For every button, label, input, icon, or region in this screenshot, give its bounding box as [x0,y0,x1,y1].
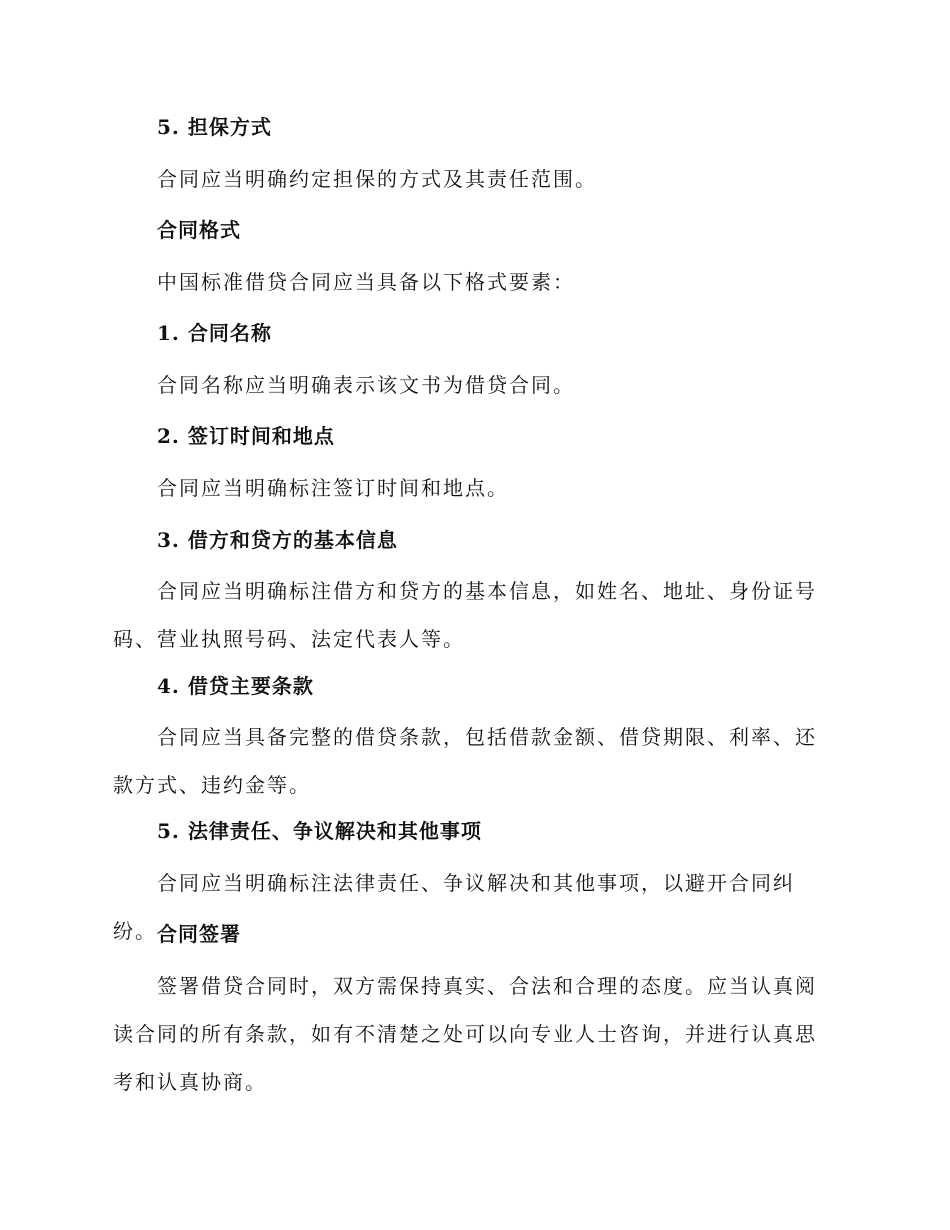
section-heading-contract-name: 1. 合同名称 [157,321,272,345]
paragraph-contract-signing: 签署借贷合同时，双方需保持真实、合法和合理的态度。应当认真阅读合同的所有条款，如有不清楚之处可以向专业人士咨询，并进行认真思考和认真协商。 [113,974,817,1094]
section-heading-contract-format: 合同格式 [157,218,241,242]
section-heading-party-info: 3. 借方和贷方的基本信息 [157,528,398,552]
paragraph-signing-time-place: 合同应当明确标注签订时间和地点。 [157,476,509,500]
paragraph-main-terms: 合同应当具备完整的借贷条款，包括借款金额、借贷期限、利率、还款方式、违约金等。 [113,725,817,797]
section-heading-main-terms: 4. 借贷主要条款 [157,674,314,698]
paragraph-guarantee-method: 合同应当明确约定担保的方式及其责任范围。 [157,167,597,191]
section-heading-legal-liability: 5. 法律责任、争议解决和其他事项 [157,819,482,843]
section-heading-guarantee-method: 5. 担保方式 [157,115,272,139]
paragraph-contract-format: 中国标准借贷合同应当具备以下格式要素： [157,270,575,294]
paragraph-legal-liability: 合同应当明确标注法律责任、争议解决和其他事项，以避开合同纠纷。 [113,871,795,943]
section-heading-contract-signing: 合同签署 [157,922,241,946]
paragraph-party-info: 合同应当明确标注借方和贷方的基本信息，如姓名、地址、身份证号码、营业执照号码、法定代表人等。 [113,579,817,651]
section-heading-signing-time-place: 2. 签订时间和地点 [157,424,335,448]
paragraph-contract-name: 合同名称应当明确表示该文书为借贷合同。 [157,373,575,397]
